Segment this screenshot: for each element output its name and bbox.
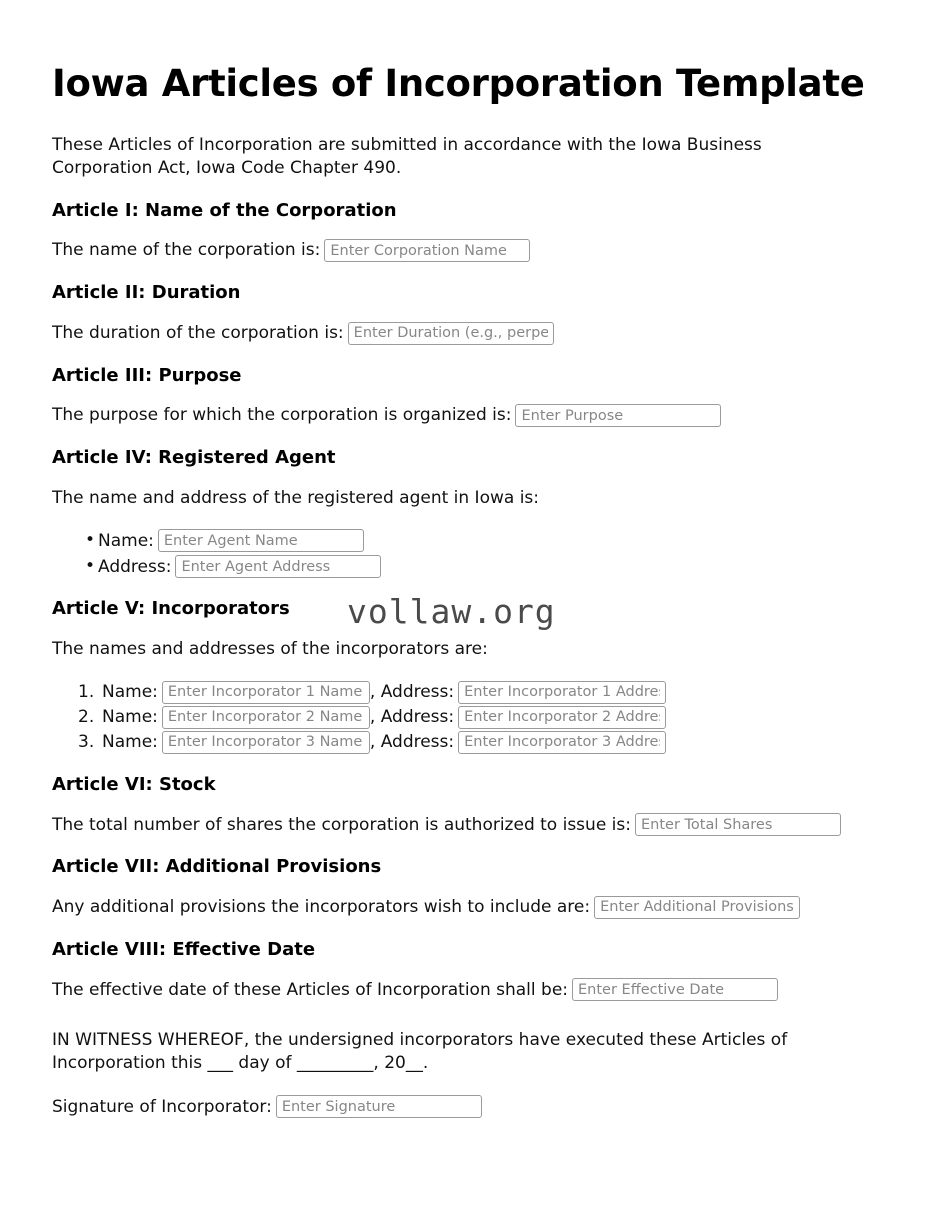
purpose-input[interactable]	[515, 404, 721, 427]
article-3-heading: Article III: Purpose	[52, 364, 242, 386]
signature-row	[52, 1095, 891, 1118]
agent-address-input[interactable]	[175, 555, 381, 578]
article-4-heading: Article IV: Registered Agent	[52, 447, 336, 469]
incorporator-1-address-input[interactable]	[458, 681, 666, 704]
watermark: vollaw.org	[347, 592, 556, 631]
agent-name-input[interactable]	[158, 529, 364, 552]
signature-label: Signature of Incorporator:	[52, 1096, 272, 1117]
article-8-label: The effective date of these Articles of Incorporation shall be:	[52, 979, 569, 1000]
incorporator-3-name-label: Name:	[102, 732, 158, 753]
witness-clause: IN WITNESS WHEREOF, the undersigned incorporators have executed these Articles of Incorporation this ___ day of _________, 20__.	[52, 1030, 788, 1074]
corporation-name-input[interactable]	[324, 239, 530, 262]
table-row	[78, 706, 891, 729]
agent-name-label: Name:	[98, 530, 154, 551]
incorporator-1-name-label: Name:	[102, 682, 158, 703]
bullet-icon: •	[85, 556, 96, 577]
article-4-label: The name and address of the registered agent in Iowa is:	[52, 487, 540, 508]
article-6-heading: Article VI: Stock	[52, 773, 216, 795]
article-1-heading: Article I: Name of the Corporation	[52, 199, 397, 221]
incorporator-2-address-input[interactable]	[458, 706, 666, 729]
agent-address-label: Address:	[98, 556, 172, 577]
article-8-heading: Article VIII: Effective Date	[52, 938, 316, 960]
incorporator-3-address-label: , Address:	[369, 732, 455, 753]
article-7-label: Any additional provisions the incorporators wish to include are:	[52, 897, 591, 918]
article-6-field-row	[52, 813, 891, 836]
list-item	[85, 555, 891, 578]
incorporator-2-address-label: , Address:	[369, 707, 455, 728]
bullet-icon: •	[85, 530, 96, 551]
article-3-field-row	[52, 404, 891, 427]
incorporator-3-name-input[interactable]	[162, 731, 370, 754]
list-item	[85, 529, 891, 552]
article-7-heading: Article VII: Additional Provisions	[52, 856, 382, 878]
intro-paragraph: These Articles of Incorporation are submitted in accordance with the Iowa Business Corporation Act, Iowa Code Chapter 490.	[52, 134, 762, 178]
incorporator-1-address-label: , Address:	[369, 682, 455, 703]
duration-input[interactable]	[348, 322, 554, 345]
page-title: Iowa Articles of Incorporation Template	[52, 62, 865, 105]
article-2-heading: Article II: Duration	[52, 282, 241, 304]
article-3-label: The purpose for which the corporation is organized is:	[52, 405, 512, 426]
list-number	[78, 681, 102, 703]
article-5-label: The names and addresses of the incorporators are:	[52, 638, 488, 659]
total-shares-input[interactable]	[635, 813, 841, 836]
article-2-label: The duration of the corporation is:	[52, 322, 344, 343]
article-1-field-row	[52, 239, 891, 262]
list-number	[78, 706, 102, 728]
additional-provisions-input[interactable]	[594, 896, 800, 919]
incorporator-1-name-input[interactable]	[162, 681, 370, 704]
table-row	[78, 681, 891, 704]
incorporator-3-address-input[interactable]	[458, 731, 666, 754]
registered-agent-list	[52, 529, 891, 578]
article-2-field-row	[52, 322, 891, 345]
article-6-label: The total number of shares the corporation is authorized to issue is:	[52, 814, 631, 835]
incorporator-2-name-label: Name:	[102, 707, 158, 728]
incorporator-2-name-input[interactable]	[162, 706, 370, 729]
article-7-field-row	[52, 896, 891, 919]
signature-input[interactable]	[276, 1095, 482, 1118]
article-1-label: The name of the corporation is:	[52, 240, 321, 261]
list-number	[78, 731, 102, 753]
table-row	[78, 731, 891, 754]
article-5-heading: Article V: Incorporators	[52, 598, 290, 620]
effective-date-input[interactable]	[572, 978, 778, 1001]
article-8-field-row	[52, 978, 891, 1001]
incorporators-list	[52, 681, 891, 754]
